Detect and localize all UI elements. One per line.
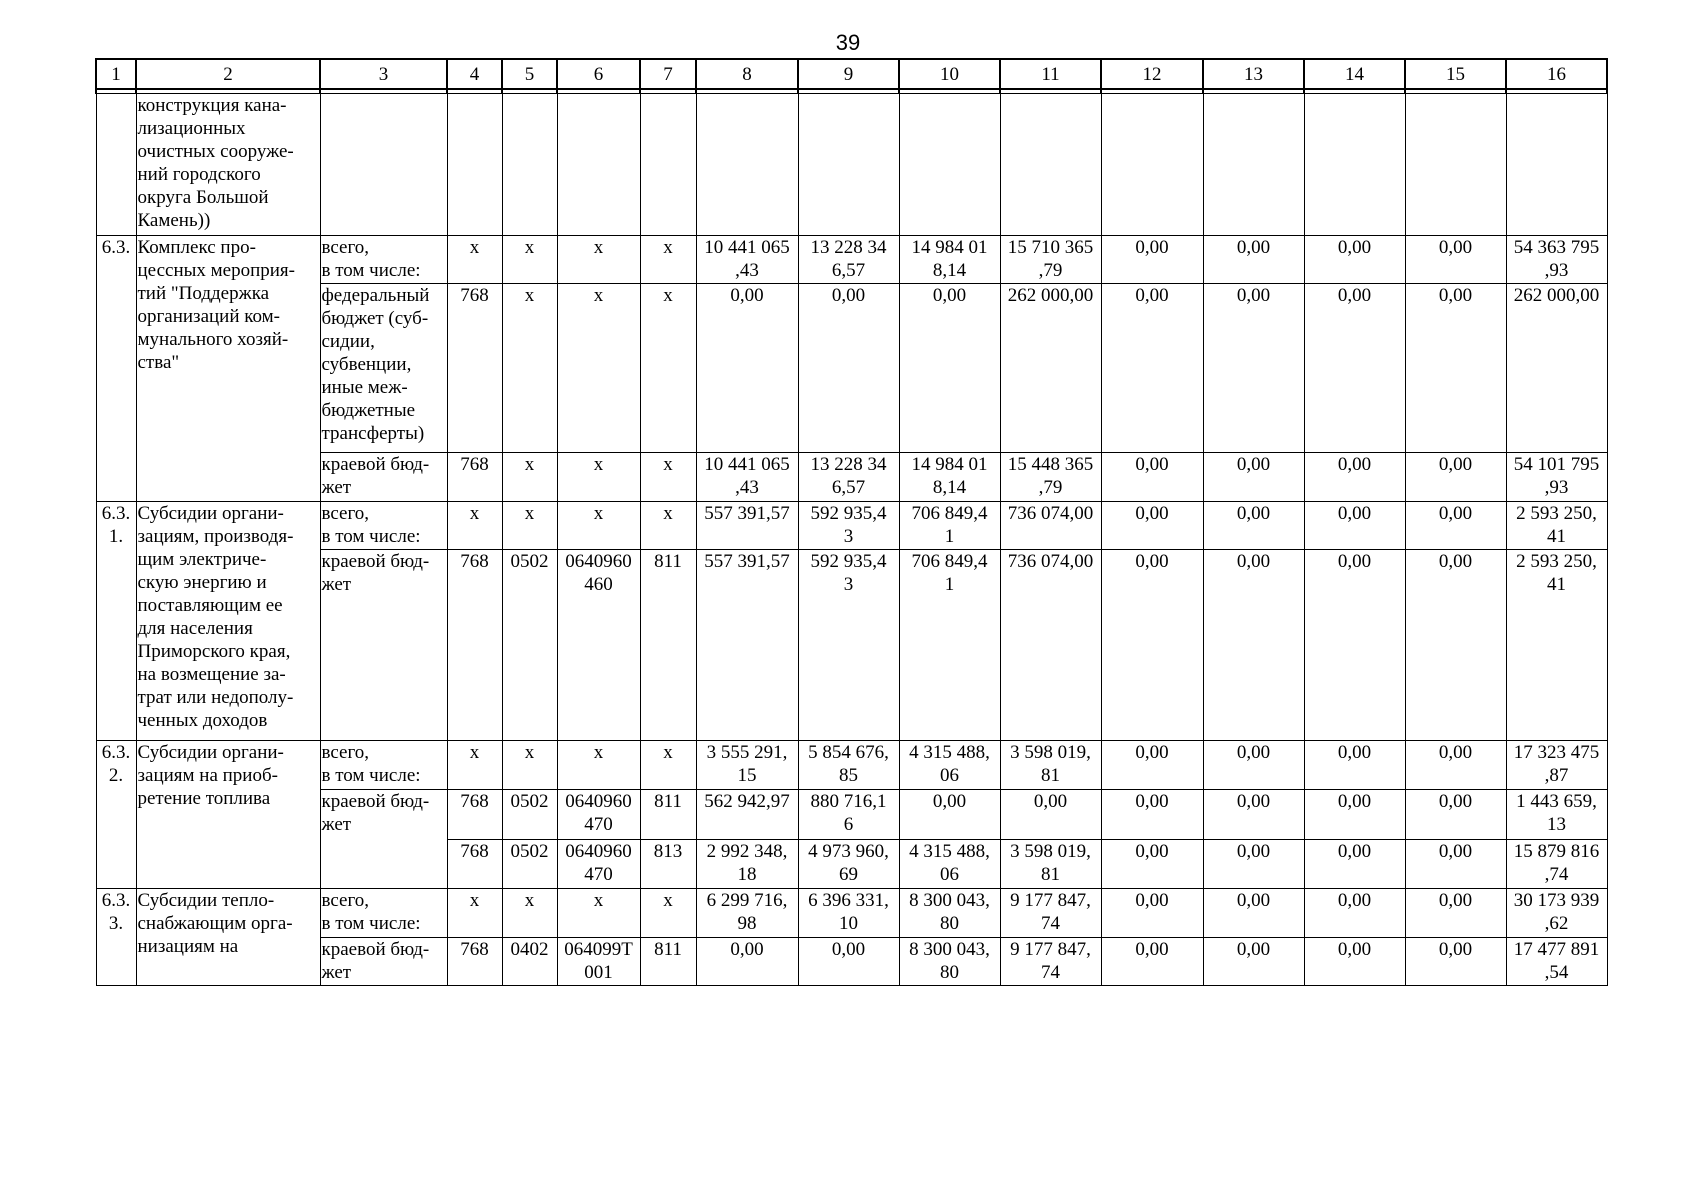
value-col-6: х: [557, 284, 640, 453]
value-col-14: 0,00: [1304, 889, 1405, 938]
header-cell: 6: [557, 59, 640, 89]
value-col-15: 0,00: [1405, 741, 1506, 790]
value-col-4: х: [447, 502, 502, 550]
value-col-7: х: [640, 236, 696, 284]
value-col-15: 0,00: [1405, 236, 1506, 284]
value-col-9: 0,00: [798, 938, 899, 986]
empty-cell: [1203, 94, 1304, 236]
row-number: 6.3. 1.: [96, 502, 136, 741]
value-col-16: 17 477 891 ,54: [1506, 938, 1607, 986]
value-col-15: 0,00: [1405, 550, 1506, 741]
value-col-13: 0,00: [1203, 236, 1304, 284]
header-cell: 5: [502, 59, 557, 89]
value-col-7: 811: [640, 938, 696, 986]
value-col-5: 0502: [502, 790, 557, 840]
value-col-16: 1 443 659, 13: [1506, 790, 1607, 840]
value-col-7: х: [640, 502, 696, 550]
value-col-11: 3 598 019, 81: [1000, 840, 1101, 889]
value-col-6: х: [557, 741, 640, 790]
value-col-14: 0,00: [1304, 741, 1405, 790]
empty-cell: [640, 94, 696, 236]
value-col-4: х: [447, 741, 502, 790]
value-col-7: 813: [640, 840, 696, 889]
value-col-15: 0,00: [1405, 502, 1506, 550]
value-col-10: 8 300 043, 80: [899, 889, 1000, 938]
table-row: [96, 550, 1607, 741]
table-row: [96, 790, 1607, 840]
header-cell: 3: [320, 59, 447, 89]
value-col-13: 0,00: [1203, 453, 1304, 502]
value-col-14: 0,00: [1304, 502, 1405, 550]
value-col-5: 0502: [502, 840, 557, 889]
value-col-9: 6 396 331, 10: [798, 889, 899, 938]
header-row: [96, 59, 1607, 89]
value-col-15: 0,00: [1405, 453, 1506, 502]
empty-cell: [502, 94, 557, 236]
value-col-8: 2 992 348, 18: [696, 840, 798, 889]
row-number: 6.3. 2.: [96, 741, 136, 889]
value-col-11: 736 074,00: [1000, 502, 1101, 550]
funding-source: федеральный бюджет (суб- сидии, субвенции, иные меж- бюджетные трансферты): [320, 284, 447, 453]
value-col-9: 0,00: [798, 284, 899, 453]
value-col-16: 54 363 795 ,93: [1506, 236, 1607, 284]
value-col-6: 064099Т 001: [557, 938, 640, 986]
value-col-9: 592 935,4 3: [798, 502, 899, 550]
value-col-11: 0,00: [1000, 790, 1101, 840]
value-col-8: 0,00: [696, 284, 798, 453]
value-col-16: 2 593 250, 41: [1506, 550, 1607, 741]
empty-cell: [1304, 94, 1405, 236]
value-col-10: 0,00: [899, 284, 1000, 453]
value-col-7: х: [640, 889, 696, 938]
value-col-9: 592 935,4 3: [798, 550, 899, 741]
value-col-4: х: [447, 236, 502, 284]
value-col-11: 736 074,00: [1000, 550, 1101, 741]
value-col-10: 706 849,4 1: [899, 550, 1000, 741]
value-col-11: 9 177 847, 74: [1000, 889, 1101, 938]
value-col-16: 15 879 816 ,74: [1506, 840, 1607, 889]
header-cell: 14: [1304, 59, 1405, 89]
header-cell: 12: [1101, 59, 1203, 89]
value-col-10: 14 984 01 8,14: [899, 236, 1000, 284]
funding-source: краевой бюд- жет: [320, 938, 447, 986]
table-row: [96, 889, 1607, 938]
row-name: Субсидии тепло- снабжающим орга- низациям на: [136, 889, 320, 986]
value-col-13: 0,00: [1203, 502, 1304, 550]
value-col-4: х: [447, 889, 502, 938]
value-col-12: 0,00: [1101, 938, 1203, 986]
value-col-12: 0,00: [1101, 284, 1203, 453]
header-cell: 15: [1405, 59, 1506, 89]
value-col-13: 0,00: [1203, 790, 1304, 840]
value-col-6: х: [557, 453, 640, 502]
value-col-6: х: [557, 236, 640, 284]
value-col-5: х: [502, 741, 557, 790]
empty-cell: [1405, 94, 1506, 236]
value-col-10: 4 315 488, 06: [899, 741, 1000, 790]
value-col-13: 0,00: [1203, 741, 1304, 790]
value-col-7: х: [640, 741, 696, 790]
value-col-6: 0640960 470: [557, 840, 640, 889]
empty-cell: [1101, 94, 1203, 236]
value-col-16: 262 000,00: [1506, 284, 1607, 453]
value-col-8: 557 391,57: [696, 502, 798, 550]
value-col-14: 0,00: [1304, 236, 1405, 284]
value-col-5: х: [502, 236, 557, 284]
value-col-7: х: [640, 284, 696, 453]
table-row: [96, 502, 1607, 550]
value-col-4: 768: [447, 840, 502, 889]
value-col-13: 0,00: [1203, 840, 1304, 889]
value-col-15: 0,00: [1405, 790, 1506, 840]
header-cell: 7: [640, 59, 696, 89]
value-col-9: 13 228 34 6,57: [798, 236, 899, 284]
value-col-8: 6 299 716, 98: [696, 889, 798, 938]
page-number: 39: [835, 30, 861, 55]
header-cell: 2: [136, 59, 320, 89]
value-col-5: 0402: [502, 938, 557, 986]
value-col-16: 2 593 250, 41: [1506, 502, 1607, 550]
value-col-9: 880 716,1 6: [798, 790, 899, 840]
empty-cell: [1000, 94, 1101, 236]
value-col-14: 0,00: [1304, 550, 1405, 741]
value-col-6: 0640960 460: [557, 550, 640, 741]
value-col-12: 0,00: [1101, 889, 1203, 938]
value-col-5: х: [502, 502, 557, 550]
value-col-7: 811: [640, 550, 696, 741]
row-number: 6.3. 3.: [96, 889, 136, 986]
header-cell: 8: [696, 59, 798, 89]
value-col-8: 0,00: [696, 938, 798, 986]
value-col-10: 706 849,4 1: [899, 502, 1000, 550]
value-col-16: 54 101 795 ,93: [1506, 453, 1607, 502]
value-col-16: 30 173 939 ,62: [1506, 889, 1607, 938]
value-col-12: 0,00: [1101, 550, 1203, 741]
empty-cell: [447, 94, 502, 236]
value-col-13: 0,00: [1203, 284, 1304, 453]
value-col-6: х: [557, 502, 640, 550]
value-col-14: 0,00: [1304, 284, 1405, 453]
value-col-15: 0,00: [1405, 840, 1506, 889]
value-col-10: 8 300 043, 80: [899, 938, 1000, 986]
funding-source: [320, 840, 447, 889]
value-col-13: 0,00: [1203, 550, 1304, 741]
value-col-10: 4 315 488, 06: [899, 840, 1000, 889]
value-col-8: 557 391,57: [696, 550, 798, 741]
value-col-10: 14 984 01 8,14: [899, 453, 1000, 502]
row-number: [96, 94, 136, 236]
row-name: конструкция кана- лизационных очистных сооруже- ний городского округа Большой Камень)): [136, 94, 320, 236]
value-col-9: 4 973 960, 69: [798, 840, 899, 889]
table-row: [96, 741, 1607, 790]
value-col-8: 10 441 065 ,43: [696, 236, 798, 284]
funding-source: всего, в том числе:: [320, 502, 447, 550]
value-col-6: 0640960 470: [557, 790, 640, 840]
row-name: Комплекс про- цессных мероприя- тий "Поддержка организаций ком- мунального хозяй- ства": [136, 236, 320, 502]
value-col-12: 0,00: [1101, 453, 1203, 502]
value-col-12: 0,00: [1101, 741, 1203, 790]
table-row: [96, 938, 1607, 986]
value-col-12: 0,00: [1101, 790, 1203, 840]
value-col-13: 0,00: [1203, 938, 1304, 986]
header-cell: 10: [899, 59, 1000, 89]
empty-cell: [696, 94, 798, 236]
value-col-6: х: [557, 889, 640, 938]
value-col-11: 9 177 847, 74: [1000, 938, 1101, 986]
funding-source: всего, в том числе:: [320, 236, 447, 284]
value-col-15: 0,00: [1405, 889, 1506, 938]
value-col-8: 562 942,97: [696, 790, 798, 840]
header-cell: 13: [1203, 59, 1304, 89]
header-cell: 1: [96, 59, 136, 89]
value-col-15: 0,00: [1405, 284, 1506, 453]
value-col-16: 17 323 475 ,87: [1506, 741, 1607, 790]
row-number: 6.3.: [96, 236, 136, 502]
value-col-4: 768: [447, 453, 502, 502]
value-col-12: 0,00: [1101, 502, 1203, 550]
empty-cell: [798, 94, 899, 236]
empty-cell: [1506, 94, 1607, 236]
empty-cell: [899, 94, 1000, 236]
table-row: [96, 236, 1607, 284]
value-col-4: 768: [447, 550, 502, 741]
value-col-14: 0,00: [1304, 840, 1405, 889]
value-col-8: 10 441 065 ,43: [696, 453, 798, 502]
value-col-4: 768: [447, 284, 502, 453]
value-col-5: х: [502, 453, 557, 502]
value-col-14: 0,00: [1304, 938, 1405, 986]
value-col-13: 0,00: [1203, 889, 1304, 938]
value-col-5: х: [502, 889, 557, 938]
value-col-9: 13 228 34 6,57: [798, 453, 899, 502]
header-cell: 9: [798, 59, 899, 89]
value-col-12: 0,00: [1101, 236, 1203, 284]
row-name: Субсидии органи- зациям, производя- щим электриче- скую энергию и поставляющим ее для населения Приморского края, на возмещение за- трат или недополу- ченных доходов: [136, 502, 320, 741]
empty-cell: [557, 94, 640, 236]
value-col-9: 5 854 676, 85: [798, 741, 899, 790]
budget-table: [95, 58, 1608, 986]
value-col-14: 0,00: [1304, 790, 1405, 840]
value-col-12: 0,00: [1101, 840, 1203, 889]
value-col-4: 768: [447, 790, 502, 840]
value-col-4: 768: [447, 938, 502, 986]
value-col-11: 262 000,00: [1000, 284, 1101, 453]
value-col-11: 15 710 365 ,79: [1000, 236, 1101, 284]
value-col-7: 811: [640, 790, 696, 840]
table-row: [96, 840, 1607, 889]
empty-cell: [320, 94, 447, 236]
table-row: [96, 94, 1607, 236]
value-col-10: 0,00: [899, 790, 1000, 840]
funding-source: краевой бюд- жет: [320, 550, 447, 741]
value-col-7: х: [640, 453, 696, 502]
header-cell: 4: [447, 59, 502, 89]
header-cell: 11: [1000, 59, 1101, 89]
funding-source: всего, в том числе:: [320, 741, 447, 790]
value-col-5: х: [502, 284, 557, 453]
funding-source: краевой бюд- жет: [320, 790, 447, 840]
value-col-5: 0502: [502, 550, 557, 741]
funding-source: краевой бюд- жет: [320, 453, 447, 502]
budget-table-sheet: [95, 58, 1608, 986]
header-cell: 16: [1506, 59, 1607, 89]
value-col-11: 3 598 019, 81: [1000, 741, 1101, 790]
value-col-8: 3 555 291, 15: [696, 741, 798, 790]
value-col-15: 0,00: [1405, 938, 1506, 986]
table-row: [96, 284, 1607, 453]
funding-source: всего, в том числе:: [320, 889, 447, 938]
value-col-11: 15 448 365 ,79: [1000, 453, 1101, 502]
row-name: Субсидии органи- зациям на приоб- ретение топлива: [136, 741, 320, 889]
table-row: [96, 453, 1607, 502]
value-col-14: 0,00: [1304, 453, 1405, 502]
